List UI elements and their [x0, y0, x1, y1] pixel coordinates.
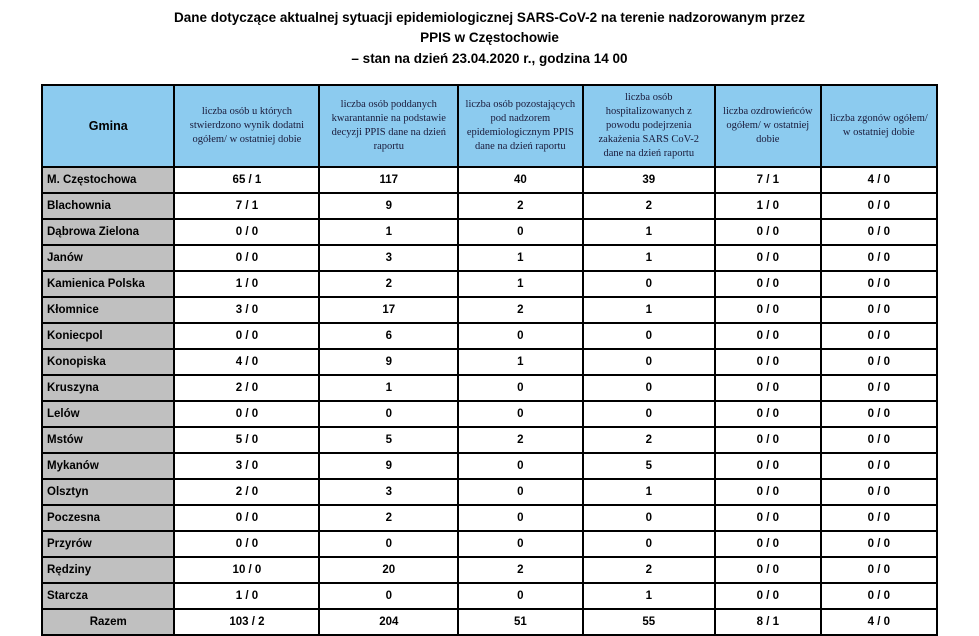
total-row — [42, 609, 937, 635]
gmina-cell: Mykanów — [42, 453, 174, 479]
value-cell: 0 / 0 — [174, 323, 319, 349]
value-cell: 1 / 0 — [174, 583, 319, 609]
gmina-cell: Kłomnice — [42, 297, 174, 323]
value-cell: 7 / 1 — [715, 167, 821, 193]
value-cell: 0 / 0 — [821, 375, 937, 401]
value-cell: 2 — [319, 271, 458, 297]
gmina-cell: Przyrów — [42, 531, 174, 557]
value-cell: 1 — [583, 219, 715, 245]
gmina-cell: M. Częstochowa — [42, 167, 174, 193]
gmina-cell: Lelów — [42, 401, 174, 427]
header-row — [42, 85, 937, 167]
gmina-cell: Kruszyna — [42, 375, 174, 401]
gmina-cell: Mstów — [42, 427, 174, 453]
table-row — [42, 167, 937, 193]
gmina-cell: Koniecpol — [42, 323, 174, 349]
value-cell: 0 / 0 — [715, 323, 821, 349]
table-row — [42, 271, 937, 297]
value-cell: 0 / 0 — [715, 505, 821, 531]
report-title — [0, 8, 979, 69]
value-cell: 0 / 0 — [174, 245, 319, 271]
value-cell: 0 — [458, 323, 582, 349]
value-cell: 40 — [458, 167, 582, 193]
value-cell: 0 / 0 — [821, 583, 937, 609]
value-cell: 0 — [458, 219, 582, 245]
table-row — [42, 583, 937, 609]
value-cell: 3 — [319, 245, 458, 271]
value-cell: 7 / 1 — [174, 193, 319, 219]
value-cell: 0 / 0 — [821, 453, 937, 479]
gmina-cell: Rędziny — [42, 557, 174, 583]
value-cell: 0 / 0 — [715, 531, 821, 557]
total-value-cell: 55 — [583, 609, 715, 635]
value-cell: 0 / 0 — [715, 479, 821, 505]
gmina-cell: Kamienica Polska — [42, 271, 174, 297]
value-cell: 1 — [319, 375, 458, 401]
table-body — [42, 167, 937, 635]
value-cell: 9 — [319, 349, 458, 375]
value-cell: 17 — [319, 297, 458, 323]
total-value-cell: 51 — [458, 609, 582, 635]
value-cell: 0 / 0 — [174, 531, 319, 557]
value-cell: 5 — [583, 453, 715, 479]
gmina-cell: Poczesna — [42, 505, 174, 531]
value-cell: 0 — [319, 531, 458, 557]
value-cell: 2 / 0 — [174, 479, 319, 505]
value-cell: 0 — [319, 401, 458, 427]
value-cell: 0 / 0 — [174, 505, 319, 531]
value-cell: 0 / 0 — [821, 505, 937, 531]
value-cell: 1 — [583, 479, 715, 505]
value-cell: 0 / 0 — [715, 349, 821, 375]
epidemiology-table — [41, 84, 938, 636]
value-cell: 2 — [583, 193, 715, 219]
value-cell: 0 / 0 — [821, 479, 937, 505]
value-cell: 0 / 0 — [821, 427, 937, 453]
value-cell: 0 / 0 — [821, 557, 937, 583]
value-cell: 4 / 0 — [821, 167, 937, 193]
value-cell: 3 / 0 — [174, 297, 319, 323]
value-cell: 0 / 0 — [174, 219, 319, 245]
table-row — [42, 479, 937, 505]
value-cell: 1 — [458, 245, 582, 271]
total-value-cell: 204 — [319, 609, 458, 635]
total-label-cell: Razem — [42, 609, 174, 635]
value-cell: 9 — [319, 193, 458, 219]
value-cell: 2 — [583, 427, 715, 453]
value-cell: 0 / 0 — [715, 297, 821, 323]
value-cell: 0 / 0 — [715, 557, 821, 583]
value-cell: 0 / 0 — [715, 219, 821, 245]
total-value-cell: 8 / 1 — [715, 609, 821, 635]
value-cell: 0 — [583, 271, 715, 297]
value-cell: 0 / 0 — [715, 583, 821, 609]
value-cell: 0 — [583, 323, 715, 349]
value-cell: 5 / 0 — [174, 427, 319, 453]
value-cell: 0 / 0 — [715, 453, 821, 479]
value-cell: 0 / 0 — [174, 401, 319, 427]
value-cell: 0 — [458, 479, 582, 505]
value-cell: 20 — [319, 557, 458, 583]
value-cell: 0 / 0 — [715, 245, 821, 271]
value-cell: 0 — [583, 375, 715, 401]
value-cell: 10 / 0 — [174, 557, 319, 583]
value-cell: 0 / 0 — [715, 427, 821, 453]
value-cell: 1 / 0 — [174, 271, 319, 297]
value-cell: 1 — [583, 245, 715, 271]
value-cell: 2 / 0 — [174, 375, 319, 401]
table-row — [42, 219, 937, 245]
gmina-cell: Olsztyn — [42, 479, 174, 505]
value-cell: 0 — [458, 583, 582, 609]
value-cell: 2 — [319, 505, 458, 531]
value-cell: 0 — [458, 505, 582, 531]
value-cell: 0 — [458, 453, 582, 479]
table-row — [42, 453, 937, 479]
column-header-recovered: liczba ozdrowieńców ogółem/ w ostatniej dobie — [715, 85, 821, 167]
value-cell: 0 / 0 — [821, 323, 937, 349]
value-cell: 0 — [458, 531, 582, 557]
value-cell: 0 — [458, 375, 582, 401]
gmina-cell: Starcza — [42, 583, 174, 609]
value-cell: 0 — [583, 401, 715, 427]
value-cell: 1 / 0 — [715, 193, 821, 219]
value-cell: 2 — [458, 193, 582, 219]
value-cell: 65 / 1 — [174, 167, 319, 193]
column-header-hospitalized: liczba osób hospitalizowanych z powodu podejrzenia zakażenia SARS CoV-2 dane na dzień raportu — [583, 85, 715, 167]
gmina-cell: Janów — [42, 245, 174, 271]
value-cell: 0 / 0 — [821, 193, 937, 219]
column-header-epidemiological-supervision: liczba osób pozostających pod nadzorem epidemiologicznym PPIS dane na dzień raportu — [458, 85, 582, 167]
column-header-quarantine: liczba osób poddanych kwarantannie na podstawie decyzji PPIS dane na dzień raportu — [319, 85, 458, 167]
value-cell: 0 / 0 — [821, 271, 937, 297]
value-cell: 1 — [458, 349, 582, 375]
value-cell: 0 / 0 — [821, 297, 937, 323]
value-cell: 2 — [458, 427, 582, 453]
value-cell: 3 / 0 — [174, 453, 319, 479]
total-value-cell: 103 / 2 — [174, 609, 319, 635]
value-cell: 0 / 0 — [821, 349, 937, 375]
value-cell: 0 — [583, 505, 715, 531]
report-title-line2: PPIS w Częstochowie — [420, 30, 559, 46]
table-row — [42, 323, 937, 349]
gmina-cell: Dąbrowa Zielona — [42, 219, 174, 245]
value-cell: 0 / 0 — [821, 401, 937, 427]
value-cell: 3 — [319, 479, 458, 505]
value-cell: 0 / 0 — [821, 245, 937, 271]
value-cell: 5 — [319, 427, 458, 453]
table-row — [42, 375, 937, 401]
total-value-cell: 4 / 0 — [821, 609, 937, 635]
value-cell: 0 — [583, 349, 715, 375]
value-cell: 0 / 0 — [715, 375, 821, 401]
table-row — [42, 401, 937, 427]
column-header-positive-cases: liczba osób u których stwierdzono wynik dodatni ogółem/ w ostatniej dobie — [174, 85, 319, 167]
value-cell: 2 — [458, 557, 582, 583]
value-cell: 1 — [583, 583, 715, 609]
gmina-cell: Blachownia — [42, 193, 174, 219]
report-title-line3: – stan na dzień 23.04.2020 r., godzina 14 00 — [351, 50, 628, 66]
table-row — [42, 297, 937, 323]
value-cell: 6 — [319, 323, 458, 349]
value-cell: 4 / 0 — [174, 349, 319, 375]
table-row — [42, 427, 937, 453]
value-cell: 1 — [319, 219, 458, 245]
column-header-deaths: liczba zgonów ogółem/ w ostatniej dobie — [821, 85, 937, 167]
value-cell: 0 — [583, 531, 715, 557]
value-cell: 2 — [458, 297, 582, 323]
value-cell: 0 / 0 — [715, 271, 821, 297]
table-row — [42, 557, 937, 583]
report-title-line1: Dane dotyczące aktualnej sytuacji epidemiologicznej SARS-CoV-2 na terenie nadzorowanym przez — [174, 10, 805, 25]
gmina-cell: Konopiska — [42, 349, 174, 375]
value-cell: 1 — [458, 271, 582, 297]
table-row — [42, 245, 937, 271]
value-cell: 0 — [458, 401, 582, 427]
value-cell: 0 / 0 — [715, 401, 821, 427]
value-cell: 0 / 0 — [821, 219, 937, 245]
value-cell: 117 — [319, 167, 458, 193]
value-cell: 2 — [583, 557, 715, 583]
table-row — [42, 505, 937, 531]
column-header-gmina: Gmina — [42, 85, 174, 167]
value-cell: 0 — [319, 583, 458, 609]
value-cell: 1 — [583, 297, 715, 323]
table-row — [42, 349, 937, 375]
table-row — [42, 531, 937, 557]
table-row — [42, 193, 937, 219]
value-cell: 0 / 0 — [821, 531, 937, 557]
value-cell: 9 — [319, 453, 458, 479]
value-cell: 39 — [583, 167, 715, 193]
